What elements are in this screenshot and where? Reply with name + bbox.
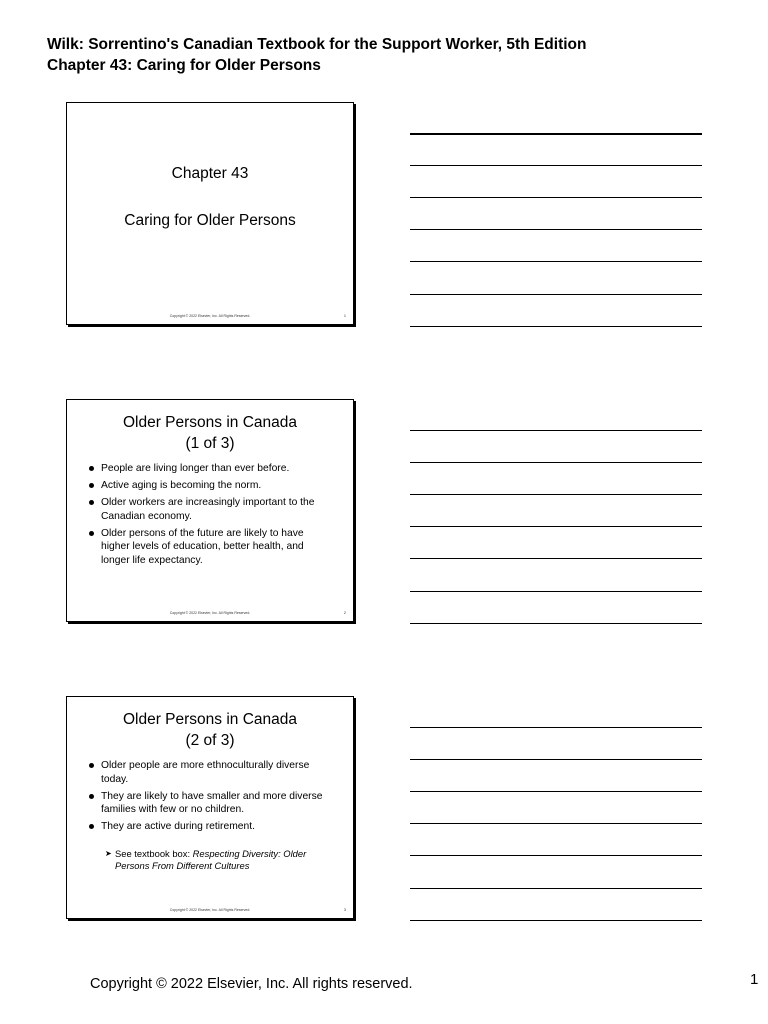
slide-3-number: 3: [343, 908, 346, 912]
note-line: [410, 294, 702, 295]
slide-3-title-line1: Older Persons in Canada: [122, 711, 298, 728]
bullet-dot-icon: [89, 794, 94, 799]
note-line: [410, 888, 702, 889]
slide-3-bullet: Older people are more ethnoculturally diverse today.: [89, 759, 335, 786]
slide-2-bullet-list: [67, 462, 353, 568]
arrow-bullet-icon: ➤: [105, 848, 112, 858]
slide-1: [66, 102, 354, 325]
subbullet-prefix: See textbook box:: [115, 847, 193, 859]
page-number: 1: [750, 971, 759, 988]
slide-3-bullet-list: [67, 759, 353, 834]
slide-2-title: [67, 412, 353, 454]
note-line: [410, 462, 702, 463]
note-line: [410, 791, 702, 792]
note-line: [410, 133, 702, 135]
slide-3-bullet: They are likely to have smaller and more diverse families with few or no children.: [89, 790, 335, 817]
bullet-dot-icon: [89, 466, 94, 471]
slide-2-title-line2: (1 of 3): [185, 435, 235, 452]
note-line: [410, 494, 702, 495]
slide-1-title: Chapter 43: [171, 165, 249, 182]
slide-2-copyright: Copyright © 2022 Elsevier, Inc. All Rights Reserved.: [169, 611, 251, 615]
note-line: [410, 591, 702, 592]
note-line: [410, 823, 702, 824]
slide-1-copyright: Copyright © 2022 Elsevier, Inc. All Rights Reserved.: [169, 314, 251, 318]
slide-3-title: [67, 709, 353, 751]
note-line: [410, 430, 702, 431]
note-line: [410, 526, 702, 527]
slide-3-bullet: They are active during retirement.: [89, 820, 335, 834]
bullet-dot-icon: [89, 824, 94, 829]
slide-2: [66, 399, 354, 622]
slide-3: [66, 696, 354, 919]
slide-3-subbullet: [105, 848, 335, 873]
note-line: [410, 261, 702, 262]
bullet-dot-icon: [89, 483, 94, 488]
slide-3-copyright: Copyright © 2022 Elsevier, Inc. All Rights Reserved.: [169, 908, 251, 912]
note-line: [410, 558, 702, 559]
note-line: [410, 855, 702, 856]
slide-1-subtitle: Caring for Older Persons: [124, 212, 296, 229]
page-copyright: Copyright © 2022 Elsevier, Inc. All rights reserved.: [90, 976, 413, 992]
slide-2-bullet: People are living longer than ever before.: [89, 462, 335, 476]
slide-3-title-line2: (2 of 3): [185, 732, 235, 749]
note-line: [410, 197, 702, 198]
bullet-dot-icon: [89, 531, 94, 536]
note-line: [410, 920, 702, 921]
note-line: [410, 727, 702, 728]
bullet-dot-icon: [89, 763, 94, 768]
note-line: [410, 759, 702, 760]
subbullet-reference: Respecting Diversity: Older Persons From Different Cultures: [115, 847, 307, 872]
slide-1-number: 1: [343, 314, 346, 318]
slide-2-bullet: Active aging is becoming the norm.: [89, 479, 335, 493]
note-line: [410, 623, 702, 624]
document-header: [47, 35, 747, 76]
note-line: [410, 326, 702, 327]
slide-2-title-line1: Older Persons in Canada: [122, 414, 298, 431]
note-line: [410, 229, 702, 230]
slide-2-bullet: Older persons of the future are likely to have higher levels of education, better health, and longer life expectancy.: [89, 527, 335, 568]
header-chapter-title: Chapter 43: Caring for Older Persons: [47, 56, 321, 74]
note-line: [410, 165, 702, 166]
slide-2-bullet: Older workers are increasingly important to the Canadian economy.: [89, 496, 335, 523]
bullet-dot-icon: [89, 500, 94, 505]
header-book-title: Wilk: Sorrentino's Canadian Textbook for the Support Worker, 5th Edition: [47, 36, 587, 53]
slide-2-number: 2: [343, 611, 346, 615]
